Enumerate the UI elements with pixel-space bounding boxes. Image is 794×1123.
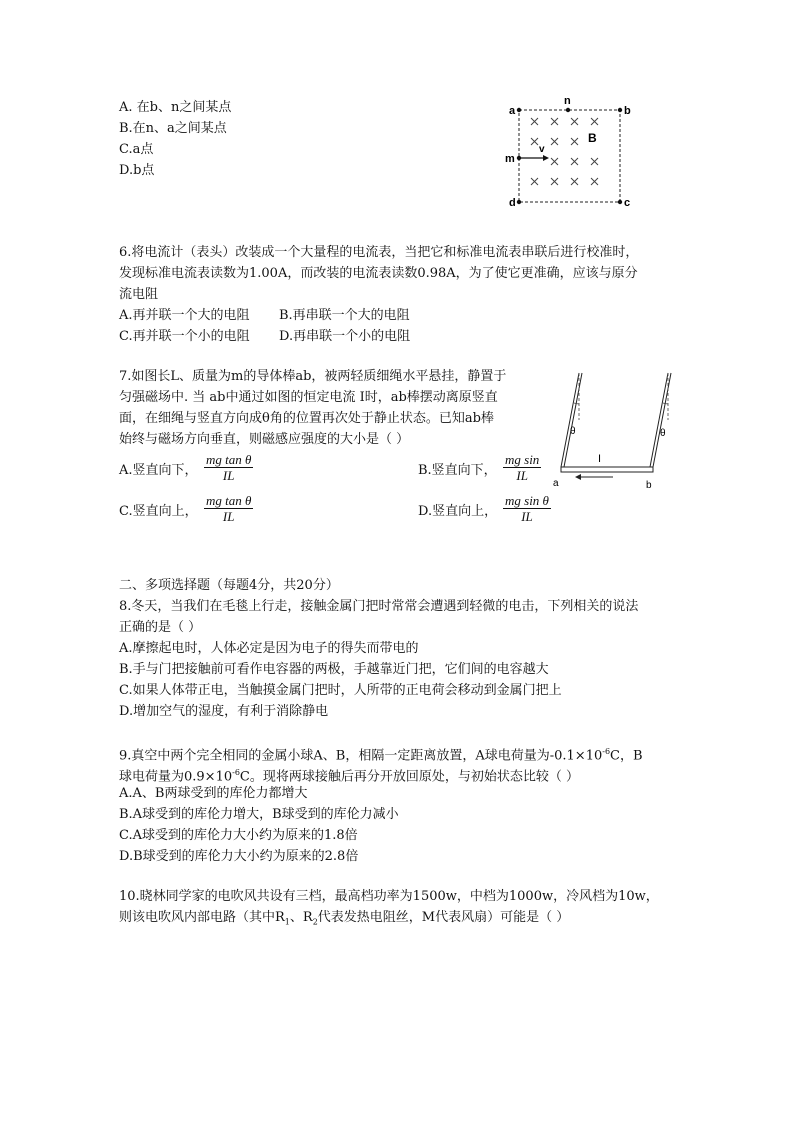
magnetic-field-diagram [500, 92, 640, 212]
rod-end-b-label: b [646, 480, 652, 491]
formula-denominator: IL [516, 468, 528, 483]
q7-option-d-label: D.竖直向上， [418, 504, 498, 519]
section-heading: 二、多项选择题（每题4分，共20分） [119, 578, 339, 593]
theta-label-left: θ [570, 426, 576, 437]
q7-option-a-formula [204, 452, 253, 484]
field-b-label: B [588, 131, 597, 145]
q8-option-b: B.手与门把接触前可看作电容器的两极，手越靠近门把，它们间的电容越大 [119, 662, 549, 677]
point-m-label: m [505, 153, 515, 165]
q9-option-c: C.A球受到的库伦力大小约为原来的1.8倍 [119, 828, 358, 843]
q10-stem-line2: 则该电吹风内部电路（其中$R_1$、$R_2$代表发热电阻丝，M代表风扇）可能是（ ） [119, 910, 570, 927]
theta-label-right: θ [660, 428, 666, 439]
q5-option-a: A. 在b、n之间某点 [119, 100, 232, 115]
q6-stem-line3: 流电阻 [119, 287, 159, 302]
formula-numerator: mg sin [505, 452, 540, 467]
q8-option-a: A.摩擦起电时，人体必定是因为电子的得失而带电的 [119, 641, 419, 656]
q9-option-d: D.B球受到的库伦力大小约为原来的2.8倍 [119, 849, 359, 864]
q6-option-d: D.再串联一个小的电阻 [279, 329, 411, 344]
formula-denominator: IL [222, 468, 235, 483]
q6-option-c: C.再并联一个小的电阻 [119, 329, 250, 344]
q8-stem-line1: 8.冬天，当我们在毛毯上行走，接触金属门把时常常会遭遇到轻微的电击，下列相关的说法 [119, 599, 639, 614]
q6-stem-line2: 发现标准电流表读数为1.00A，而改装的电流表读数0.98A，为了使它更准确，应该与原分 [119, 266, 638, 281]
q9-option-a: A.A、B两球受到的库伦力都增大 [119, 786, 308, 801]
q7-stem-line2: 匀强磁场中. 当 ab中通过如图的恒定电流 I时，ab棒摆动离原竖直 [119, 390, 498, 405]
q9-stem-line1: 9.真空中两个完全相同的金属小球A、B，相隔一定距离放置，A球电荷量为$-0.1\times 10^{-6}C$，B [119, 747, 643, 764]
point-n-label: n [564, 95, 571, 107]
q6-option-a: A.再并联一个大的电阻 [119, 308, 250, 323]
q9-stem-line2: 球电荷量为$0.9\times 10^{-6}C$。现将两球接触后再分开放回原处，与初始状态比较（ ） [119, 768, 579, 785]
formula-numerator: mg tan θ [206, 493, 252, 508]
formula-numerator: mg tan θ [206, 452, 252, 467]
q5-option-d: D.b点 [119, 163, 155, 178]
q8-stem-line2: 正确的是（ ） [119, 620, 202, 635]
q8-option-c: C.如果人体带正电，当触摸金属门把时，人所带的正电荷会移动到金属门把上 [119, 683, 562, 698]
formula-numerator: mg sin θ [505, 493, 549, 508]
q5-option-c: C.a点 [119, 142, 154, 157]
formula-denominator: IL [521, 509, 533, 524]
point-b-label: b [624, 105, 631, 117]
point-a-label: a [509, 105, 516, 117]
point-c-label: c [624, 197, 631, 209]
q7-stem-line4: 始终与磁场方向垂直，则磁感应强度的大小是（ ） [119, 432, 410, 447]
velocity-label: v [539, 144, 545, 155]
current-label: I [598, 453, 602, 465]
q6-stem-line1: 6.将电流计（表头）改装成一个大量程的电流表，当把它和标准电流表串联后进行校准时， [119, 245, 639, 260]
q7-stem-line3: 面，在细绳与竖直方向成θ角的位置再次处于静止状态。已知ab棒 [119, 411, 494, 426]
suspended-rod-diagram [553, 370, 683, 492]
q5-option-b: B.在n、a之间某点 [119, 121, 227, 136]
q7-option-c-formula [204, 493, 253, 525]
q7-stem-line1: 7.如图长L、质量为m的导体棒ab，被两轻质细绳水平悬挂，静置于 [119, 369, 507, 384]
q7-option-b-label: B.竖直向下， [418, 463, 497, 478]
q8-option-d: D.增加空气的湿度，有利于消除静电 [119, 704, 329, 719]
formula-denominator: IL [222, 509, 235, 524]
q7-option-a-label: A.竖直向下， [119, 463, 198, 478]
q6-option-b: B.再串联一个大的电阻 [279, 308, 410, 323]
rod-end-a-label: a [553, 478, 559, 489]
q7-option-d-formula [503, 493, 551, 525]
q10-stem-line1: 10.晓林同学家的电吹风共设有三档，最高档功率为1500w，中档为1000w，冷风档为10w， [119, 889, 659, 904]
q7-option-c-label: C.竖直向上， [119, 504, 198, 519]
q7-option-b-formula [503, 452, 541, 484]
point-d-label: d [509, 197, 516, 209]
q9-option-b: B.A球受到的库伦力增大，B球受到的库伦力减小 [119, 807, 399, 822]
